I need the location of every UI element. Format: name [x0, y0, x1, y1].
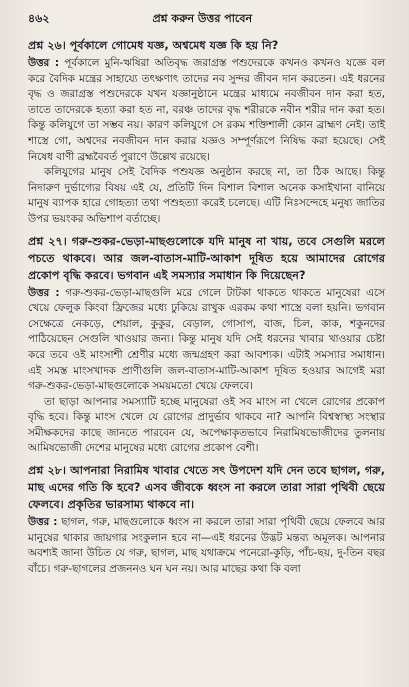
answer-28-paragraph-1 [28, 515, 385, 577]
question-27-text: গরু-শুকর-ভেড়া-মাছগুলোকে যদি মানুষ না খায়, তবে সেগুলি মরলে পচতে থাকবে। আর জল-বাতাস-মাটি-আকাশ দূষিত হয়ে আমাদের রোগের প্রকোপ বৃদ্ধি করবে। ভগবান এই সমস্যার সমাধান কি দিয়েছেন? [28, 234, 385, 282]
answer-28-label: উত্তর : [28, 516, 58, 529]
question-28 [28, 462, 385, 513]
page-header [28, 10, 385, 32]
question-26 [28, 37, 385, 54]
question-26-text: পূর্বকালে গোমেধ যজ্ঞ, অশ্বমেধ যজ্ঞ কি হয় নি? [69, 39, 279, 52]
answer-27-text-1: গরু-শুকর-ভেড়া-মাছগুলি মরে গেলে টাটকা থাকতে থাকতে মানুষেরা এসে খেয়ে ফেলুক কিংবা ফ্রিজের মধ্যে ঢুকিয়ে রাখুক এরকম কথা শাস্ত্রে বলা হয়নি। ভগবান সেক্ষেত্রে নেকড়ে, শেয়াল, কুকুর, বেড়াল, গোসাপ, বাজ, চিল, কাক, শকুনদের পাঠিয়েছেন সেগুলি খাওয়ার জন্য। কিন্তু মানুষ যদি সেই ধরনের খাবার খাওয়ার চেষ্টা করে তবে ওই মাংসাশী শ্রেণীর মধ্যে জন্মগ্রহণ করা আবশ্যক। এটাই সমস্যার সমাধান। এই সমস্ত মাংসখাদক প্রাণীগুলি জল-বাতাস-মাটি-আকাশ দূষিত হওয়ার আগেই মরা গরু-শুকর-ভেড়া-মাছগুলোকে সময়মতো খেয়ে ফেলবে। [28, 286, 385, 393]
question-27 [28, 233, 385, 284]
answer-28-text-1: ছাগল, গরু, মাছগুলোকে ধ্বংস না করলে তারা সারা পৃথিবী ছেয়ে ফেলবে আর মানুষের থাকার জায়গার সংকুলান হবে না—এই ধরনের উদ্ভট মন্তব্য অমূলক। আপনার অবশ্যই জানা উচিত যে গরু, ছাগল, মাছ যথাক্রমে পনেরো-কুড়ি, পাঁচ-ছয়, দু-তিন বছর বাঁচে। গরু-ছাগলের প্রজননও ঘন ঘন নয়। আর মাছের কথা কি বলা [28, 516, 385, 575]
answer-27-paragraph-2: তা ছাড়া আপনার সমস্যাটি হচ্ছে মানুষেরা ওই সব মাংস না খেলে রোগের প্রকোপ বৃদ্ধি হবে। কিন্তু মাংস খেলে যে রোগের প্রাদুর্ভাব থাকবে না? আপনি বিশ্বস্বাস্থ্য সংস্থার সমীক্ষকদের কাছে জানতে পারবেন যে, অপেক্ষাকৃতভাবে নিরামিষভোজীদের তুলনায় আমিষভোজী দেশের মানুষের মধ্যে রোগের প্রকোপ বেশী। [28, 395, 385, 455]
answer-27-paragraph-1 [28, 286, 385, 395]
answer-26-paragraph-1 [28, 56, 385, 165]
question-28-text: আপনারা নিরামিষ খাবার খেতে সৎ উপদেশ যদি দেন তবে ছাগল, গরু, মাছ এদের গতি কি হবে? এসব জীবকে ধ্বংস না করলে তারা সারা পৃথিবী ছেয়ে ফেলবে। প্রকৃতির ভারসাম্য থাকবে না। [28, 464, 385, 512]
answer-26-paragraph-2: কলিযুগের মানুষ সেই বৈদিক পশুযজ্ঞ অনুষ্ঠান করছে না, তা ঠিক আছে। কিন্তু নিদারুণ দুর্ভাগ্যের বিষয় এই যে, প্রতিটি দিন বিশাল বিশাল অনেক কসাইখানা বানিয়ে মানুষ ব্যাপক হারে গোহত্যা তথা পশুহত্যা করেই চলেছে। এটি নিঃসন্দেহে মনুষ্য জাতির উপর ভয়ংকর অভিশাপ বর্তাচ্ছে। [28, 166, 385, 225]
answer-26-label: উত্তর : [28, 57, 59, 69]
question-26-label: প্রশ্ন ২৬। [28, 39, 66, 52]
book-title: প্রশ্ন করুন উত্তর পাবেন [152, 12, 253, 25]
answer-26-text-1: পূর্বকালে মুনি-ঋষিরা অতিবৃদ্ধ জরাগ্রস্ত পশুদেরকে কখনও কখনও যজ্ঞে বল করে বৈদিক মন্ত্রের সাহায্যে তৎক্ষণাৎ তাদের নব সুন্দর জীবন দান করতেন। এই ধরনের বৃদ্ধ ও জরাগ্রস্ত পশুদেরকে যখন যজ্ঞানুষ্ঠানে মন্ত্রের মাধ্যমে নবজীবন দান করা হত, তাতে তাদেরকে হত্যা করা হত না, বরঞ্চ তাদের বৃদ্ধ শরীরকে নবীন শরীর দান করা হত। কিন্তু কলিযুগে তা সম্ভব নয়। কারণ কলিযুগে সে রকম শক্তিশালী কোন ব্রাহ্মণ নেই। তাই শাস্ত্রে গো, অশ্বদের নবজীবন দান করার যজ্ঞও সম্পূর্ণরূপে নিষিদ্ধ করা হয়েছে। সেই নিষেধ বাণী ব্রহ্মবৈবর্ত পুরাণে উল্লেখ রয়েছে। [28, 57, 386, 163]
question-27-label: প্রশ্ন ২৭। [28, 234, 67, 248]
answer-27-label: উত্তর : [28, 286, 60, 299]
page-number: ৪৬২ [28, 12, 50, 25]
question-28-label: প্রশ্ন ২৮। [28, 464, 66, 478]
